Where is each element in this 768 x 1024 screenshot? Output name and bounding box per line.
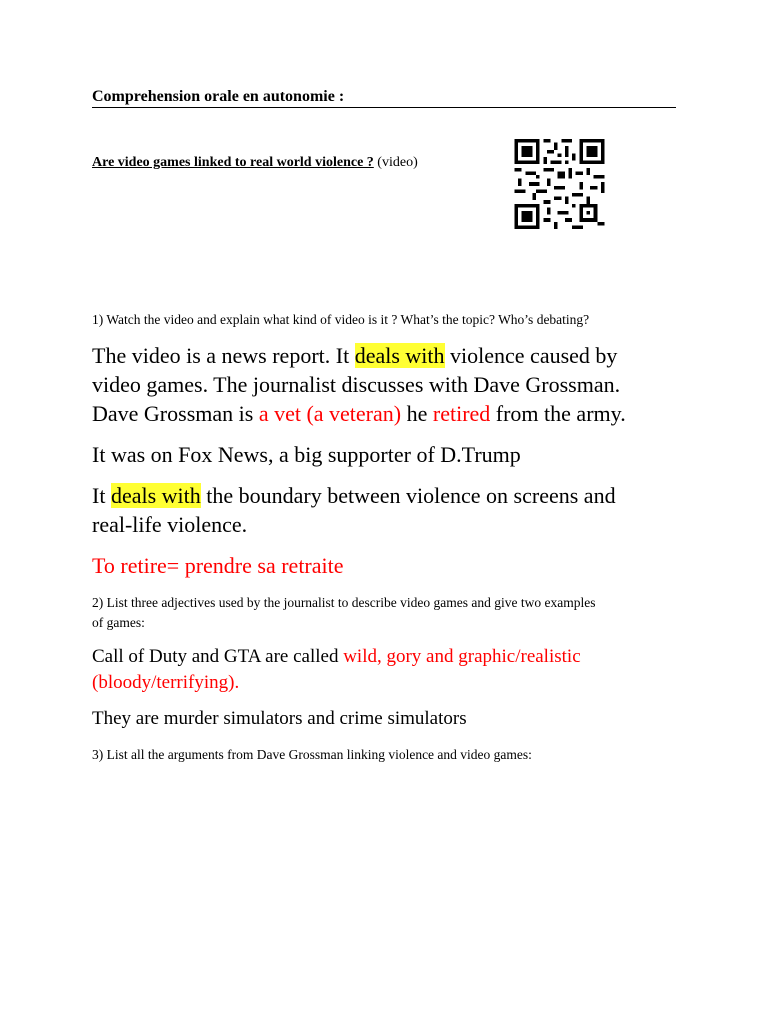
red-text: (bloody/terrifying). [92, 672, 240, 693]
red-text: retired [432, 401, 491, 426]
answer-2-paragraph-1: Call of Duty and GTA are called wild, gory and graphic/realistic (bloody/terrifying). [92, 646, 581, 693]
answer-2-paragraph-2: They are murder simulators and crime simulators [92, 708, 467, 729]
highlight: deals with [354, 343, 445, 368]
video-note: (video) [377, 155, 418, 170]
highlight: deals with [110, 483, 201, 508]
red-text: wild, gory and graphic/realistic [343, 646, 581, 667]
answer-1-paragraph-2: It was on Fox News, a big supporter of D.Trump [92, 442, 521, 467]
answer-1-vocabulary-note: To retire= prendre sa retraite [92, 553, 344, 578]
answer-1-paragraph-3: It deals with the boundary between violence on screens and real-life violence. [92, 483, 616, 537]
video-title-link[interactable]: Are video games linked to real world violence ? [92, 155, 374, 170]
video-subtitle [92, 154, 418, 172]
question-3: 3) List all the arguments from Dave Grossman linking violence and video games: [92, 747, 532, 762]
document-title: Comprehension orale en autonomie : [92, 87, 676, 108]
red-text: a vet (a veteran) [258, 401, 402, 426]
question-1: 1) Watch the video and explain what kind of video is it ? What’s the topic? Who’s debating? [92, 312, 590, 327]
answer-1-paragraph-1: The video is a news report. It deals with violence caused by video games. The journalist discusses with Dave Grossman. Dave Grossman is a vet (a veteran) he retired from the army. [92, 343, 626, 426]
qr-code-icon [513, 139, 606, 229]
question-2: 2) List three adjectives used by the journalist to describe video games and give two examples of games: [92, 595, 596, 630]
